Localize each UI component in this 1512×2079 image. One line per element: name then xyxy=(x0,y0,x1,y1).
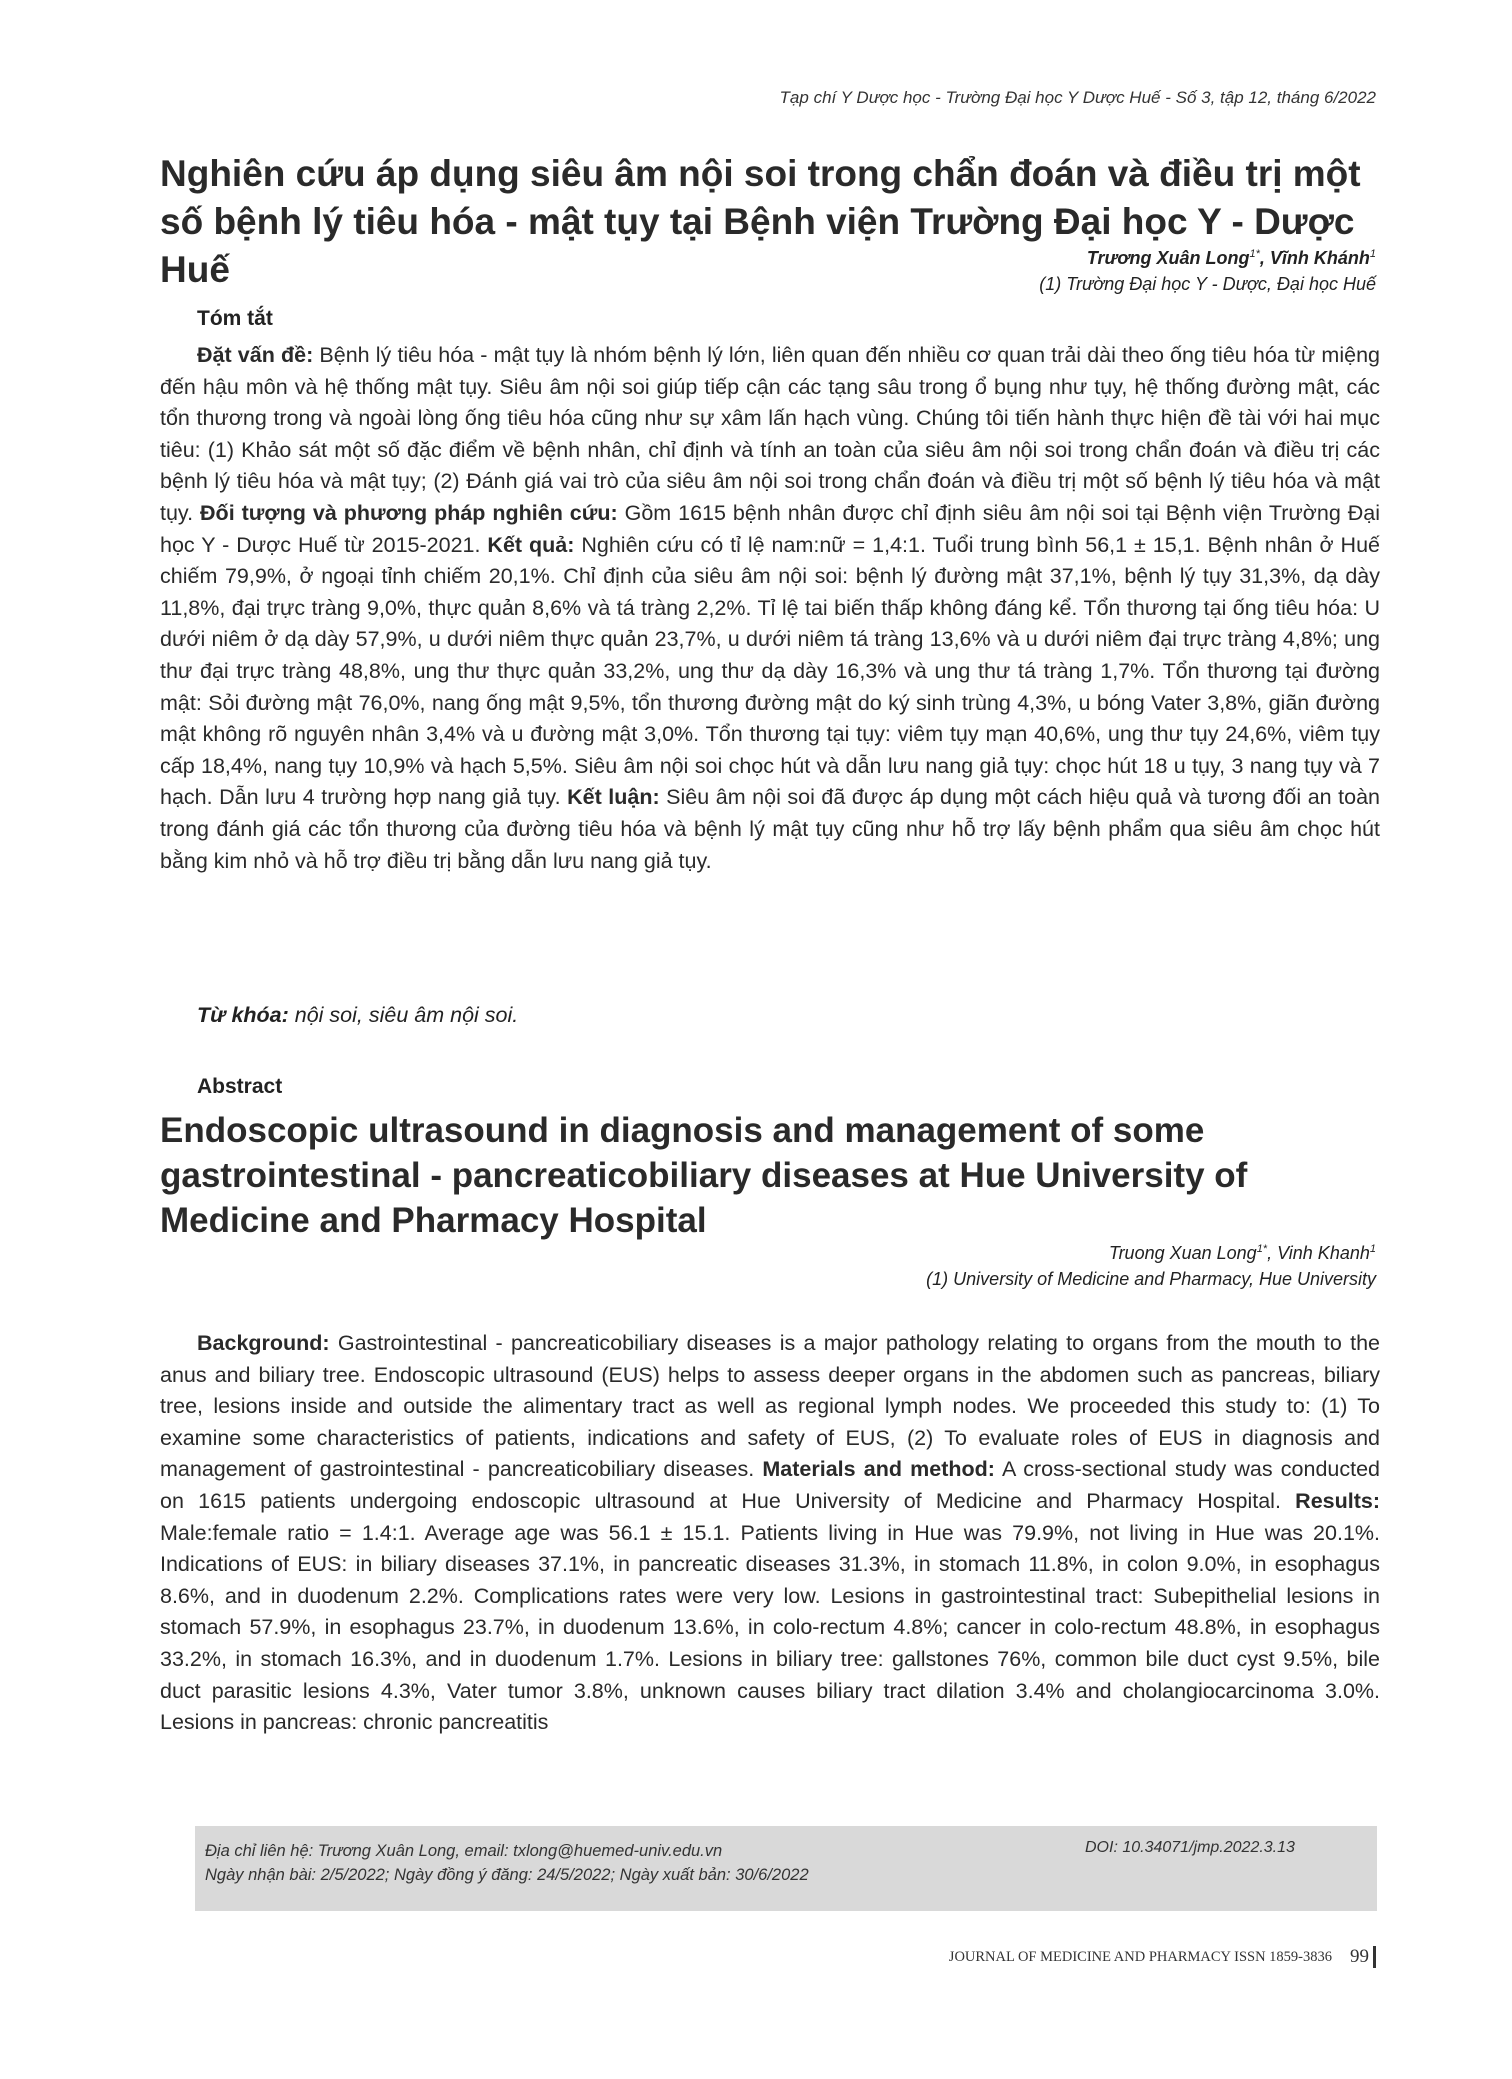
section-label-summary: Tóm tắt xyxy=(197,307,273,330)
heading-results: Kết quả: xyxy=(487,532,575,557)
page-footer xyxy=(949,1946,1376,1968)
heading-methods: Đối tượng và phương pháp nghiên cứu: xyxy=(200,500,618,525)
heading-background: Đặt vấn đề: xyxy=(197,343,314,367)
author-block-vietnamese xyxy=(1039,245,1376,297)
running-header: Tạp chí Y Dược học - Trường Đại học Y Dược Huế - Số 3, tập 12, tháng 6/2022 xyxy=(779,88,1376,107)
page-number: 99 xyxy=(1350,1946,1369,1967)
abstract-english xyxy=(160,1328,1380,1739)
keywords-label: Từ khóa: xyxy=(197,1003,289,1027)
section-label-abstract: Abstract xyxy=(197,1075,283,1098)
author-affiliation-mark: 1* xyxy=(1256,1243,1268,1255)
correspondence-info xyxy=(205,1839,809,1887)
author-name: Vinh Khanh xyxy=(1277,1243,1370,1263)
article-title-english: Endoscopic ultrasound in diagnosis and management of some gastrointestinal - pancreaticobiliary diseases at Hue University of Medicine and Pharmacy Hospital xyxy=(160,1111,1248,1240)
article-title-vietnamese: Nghiên cứu áp dụng siêu âm nội soi trong chẩn đoán và điều trị một số bệnh lý tiêu hóa - mật tụy tại Bệnh viện Trường Đại học Y - Dược Huế xyxy=(160,153,1361,290)
keywords xyxy=(197,1003,518,1028)
author-affiliation-mark: 1 xyxy=(1369,248,1376,260)
text-methods: A cross-sectional study was conducted on 1615 patients undergoing endoscopic ultrasound at Hue University of Medicine and Pharmacy Hospital. xyxy=(160,1457,1381,1513)
heading-methods: Materials and method: xyxy=(762,1457,995,1482)
abstract-vietnamese xyxy=(160,340,1380,877)
contact-line: Địa chỉ liên hệ: Trương Xuân Long, email: txlong@huemed-univ.edu.vn xyxy=(205,1842,723,1860)
text-methods: Gồm 1615 bệnh nhân được chỉ định siêu âm nội soi tại Bệnh viện Trường Đại học Y - Dược Huế từ 2015-2021. xyxy=(160,500,1380,557)
author-separator: , xyxy=(1267,1243,1278,1263)
author-block-english xyxy=(926,1240,1376,1292)
heading-conclusion: Kết luận: xyxy=(567,785,660,810)
heading-results: Results: xyxy=(1295,1488,1380,1513)
author-affiliation-mark: 1* xyxy=(1249,248,1260,260)
author-name: Trương Xuân Long xyxy=(1086,248,1250,268)
text-results: Nghiên cứu có tỉ lệ nam:nữ = 1,4:1. Tuổi trung bình 56,1 ± 15,1. Bệnh nhân ở Huế chiếm 79,9%, ở ngoại tỉnh chiếm 20,1%. Chỉ định của siêu âm nội soi: bệnh lý đường mật 37,1%, bệnh lý tụy 31,3%, dạ dày 11,8%, đại trực tràng 9,0%, thực quản 8,6% và tá tràng 2,2%. Tỉ lệ tai biến thấp không đáng kể. Tổn thương tại ống tiêu hóa: U dưới niêm ở dạ dày 57,9%, u dưới niêm thực quản 23,7%, u dưới niêm tá tràng 13,6% và u dưới niêm đại trực tràng 4,8%; ung thư đại trực tràng 48,8%, ung thư thực quản 33,2%, ung thư dạ dày 16,3% và ung thư tá tràng 1,7%. Tổn thương tại đường mật: Sỏi đường mật 76,0%, nang ống mật 9,5%, tổn thương đường mật do ký sinh trùng 4,3%, u bóng Vater 3,8%, giãn đường mật không rõ nguyên nhân 3,4% và u đường mật 3,0%. Tổn thương tại tụy: viêm tụy mạn 40,6%, ung thư tụy 24,6%, viêm tụy cấp 18,4%, nang tụy 10,9% và hạch 5,5%. Siêu âm nội soi chọc hút và dẫn lưu nang giả tụy: chọc hút 18 u tụy, 3 nang tụy và 7 hạch. Dẫn lưu 4 trường hợp nang giả tụy. xyxy=(160,532,1380,810)
journal-name: JOURNAL OF MEDICINE AND PHARMACY ISSN 1859-3836 xyxy=(948,1948,1332,1965)
author-separator: , xyxy=(1259,248,1270,268)
affiliation: (1) Trường Đại học Y - Dược, Đại học Huế xyxy=(1039,274,1376,294)
author-line xyxy=(1039,245,1376,271)
affiliation: (1) University of Medicine and Pharmacy, Hue University xyxy=(926,1269,1376,1289)
heading-background: Background: xyxy=(197,1331,330,1355)
correspondence-box xyxy=(195,1826,1377,1911)
author-line xyxy=(926,1240,1376,1266)
doi: DOI: 10.34071/jmp.2022.3.13 xyxy=(1085,1839,1295,1856)
page-number-bar xyxy=(1373,1946,1376,1968)
author-name: Truong Xuan Long xyxy=(1108,1243,1257,1263)
author-name: Vĩnh Khánh xyxy=(1269,248,1370,268)
author-affiliation-mark: 1 xyxy=(1369,1243,1376,1255)
keywords-text: nội soi, siêu âm nội soi. xyxy=(288,1003,519,1027)
text-results: Male:female ratio = 1.4:1. Average age was 56.1 ± 15.1. Patients living in Hue was 79.9%, not living in Hue was 20.1%. Indications of EUS: in biliary diseases 37.1%, in pancreatic diseases 31.3%, in stomach 11.8%, in colon 9.0%, in esophagus 8.6%, and in duodenum 2.2%. Complications rates were very low. Lesions in gastrointestinal tract: Subepithelial lesions in stomach 57.9%, in esophagus 23.7%, in duodenum 13.6%, in colo-rectum 4.8%; cancer in colo-rectum 48.8%, in esophagus 33.2%, in stomach 16.3%, and in duodenum 1.7%. Lesions in biliary tree: gallstones 76%, common bile duct cyst 9.5%, bile duct parasitic lesions 4.3%, Vater tumor 3.8%, unknown causes biliary tract dilation 3.4% and cholangiocarcinoma 3.0%. Lesions in pancreas: chronic pancreatitis xyxy=(160,1520,1380,1735)
text-conclusion: Siêu âm nội soi đã được áp dụng một cách hiệu quả và tương đối an toàn trong đánh giá các tổn thương của đường tiêu hóa và bệnh lý mật tụy cũng như hỗ trợ lấy bệnh phẩm qua siêu âm chọc hút bằng kim nhỏ và hỗ trợ điều trị bằng dẫn lưu nang giả tụy. xyxy=(160,785,1381,873)
text-background: Bệnh lý tiêu hóa - mật tụy là nhóm bệnh lý lớn, liên quan đến nhiều cơ quan trải dài theo ống tiêu hóa từ miệng đến hậu môn và hệ thống mật tụy. Siêu âm nội soi giúp tiếp cận các tạng sâu trong ổ bụng như tụy, hệ thống đường mật, các tổn thương trong và ngoài lòng ống tiêu hóa cũng như sự xâm lấn hạch vùng. Chúng tôi tiến hành thực hiện đề tài với hai mục tiêu: (1) Khảo sát một số đặc điểm về bệnh nhân, chỉ định và tính an toàn của siêu âm nội soi trong chẩn đoán và điều trị các bệnh lý tiêu hóa và mật tụy; (2) Đánh giá vai trò của siêu âm nội soi trong chẩn đoán và điều trị một số bệnh lý tiêu hóa và mật tụy. xyxy=(160,343,1380,525)
text-background: Gastrointestinal - pancreaticobiliary diseases is a major pathology relating to organs from the mouth to the anus and biliary tree. Endoscopic ultrasound (EUS) helps to assess deeper organs in the abdomen such as pancreas, biliary tree, lesions inside and outside the alimentary tract as well as regional lymph nodes. We proceeded this study to: (1) To examine some characteristics of patients, indications and safety of EUS, (2) To evaluate roles of EUS in diagnosis and management of gastrointestinal - pancreaticobiliary diseases. xyxy=(160,1331,1380,1482)
dates-line: Ngày nhận bài: 2/5/2022; Ngày đồng ý đăng: 24/5/2022; Ngày xuất bản: 30/6/2022 xyxy=(205,1866,809,1884)
